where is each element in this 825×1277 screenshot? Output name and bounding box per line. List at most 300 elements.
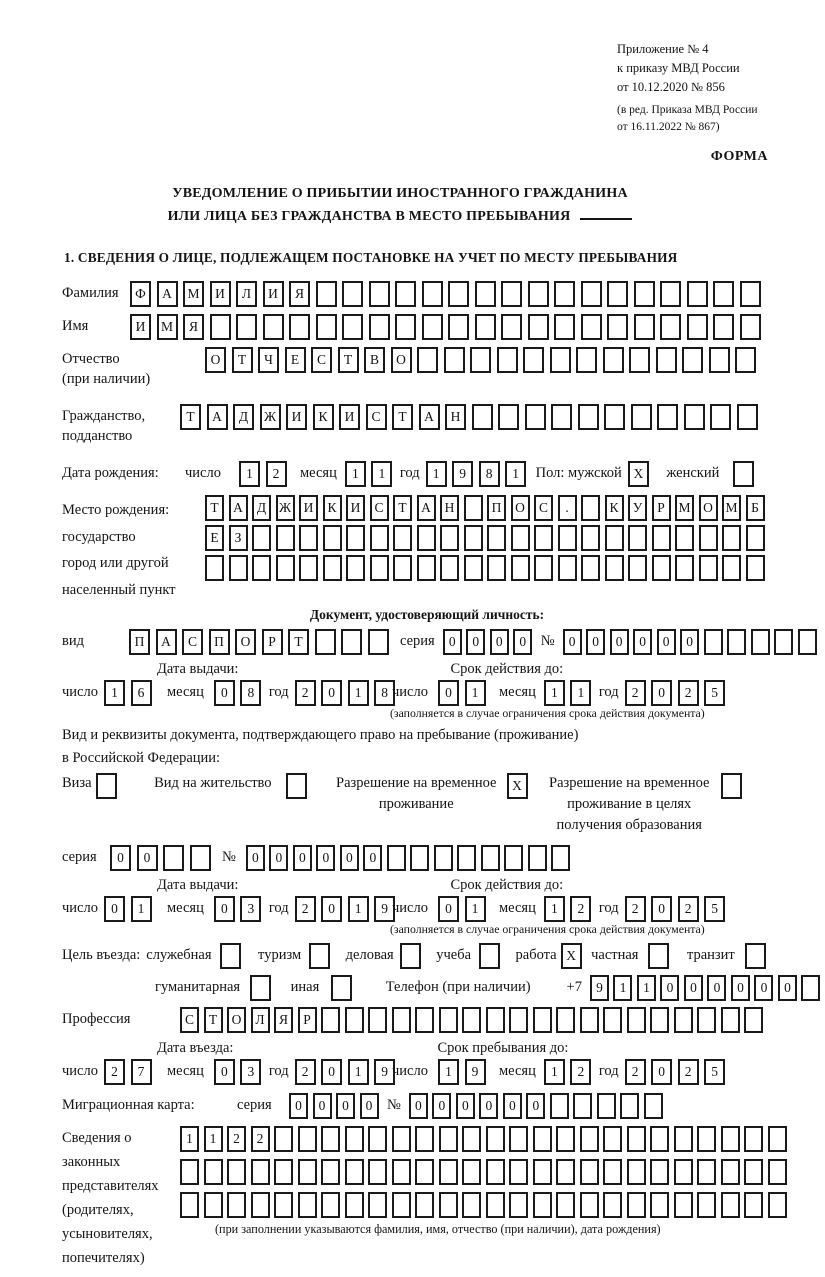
char-cell[interactable] [346, 525, 365, 551]
char-cell[interactable] [573, 1093, 592, 1119]
char-cell[interactable] [709, 347, 730, 373]
char-cell[interactable] [227, 1159, 246, 1185]
char-cell[interactable]: 0 [651, 896, 672, 922]
char-cell[interactable]: 9 [374, 1059, 395, 1085]
char-cell[interactable] [721, 1126, 740, 1152]
char-cell[interactable] [309, 943, 330, 969]
char-cell[interactable] [434, 845, 453, 871]
char-cell[interactable] [554, 314, 575, 340]
char-cell[interactable]: 0 [438, 896, 459, 922]
char-cell[interactable]: Р [652, 495, 671, 521]
char-cell[interactable] [710, 404, 731, 430]
char-cell[interactable] [464, 525, 483, 551]
char-cell[interactable]: X [507, 773, 528, 799]
char-cell[interactable] [656, 347, 677, 373]
char-cell[interactable] [487, 555, 506, 581]
char-cell[interactable] [528, 845, 547, 871]
char-cell[interactable] [603, 347, 624, 373]
char-cell[interactable]: С [182, 629, 203, 655]
char-cell[interactable]: И [286, 404, 307, 430]
char-cell[interactable]: 0 [340, 845, 359, 871]
char-cell[interactable] [644, 1093, 663, 1119]
char-cell[interactable]: П [129, 629, 150, 655]
char-cell[interactable] [509, 1192, 528, 1218]
char-cell[interactable]: 0 [684, 975, 703, 1001]
char-cell[interactable]: 5 [704, 896, 725, 922]
char-cell[interactable] [550, 347, 571, 373]
char-cell[interactable] [395, 314, 416, 340]
char-cell[interactable]: 2 [251, 1126, 270, 1152]
char-cell[interactable] [331, 975, 352, 1001]
char-cell[interactable] [501, 281, 522, 307]
char-cell[interactable] [387, 845, 406, 871]
char-cell[interactable] [675, 555, 694, 581]
char-cell[interactable]: 2 [227, 1126, 246, 1152]
char-cell[interactable] [274, 1192, 293, 1218]
char-cell[interactable] [444, 347, 465, 373]
char-cell[interactable] [415, 1007, 434, 1033]
char-cell[interactable] [697, 1126, 716, 1152]
char-cell[interactable] [581, 495, 600, 521]
char-cell[interactable] [558, 555, 577, 581]
char-cell[interactable]: 2 [570, 896, 591, 922]
char-cell[interactable] [684, 404, 705, 430]
char-cell[interactable] [650, 1192, 669, 1218]
char-cell[interactable] [345, 1007, 364, 1033]
char-cell[interactable]: 8 [374, 680, 395, 706]
char-cell[interactable] [415, 1126, 434, 1152]
char-cell[interactable]: 0 [104, 896, 125, 922]
char-cell[interactable]: 0 [432, 1093, 451, 1119]
char-cell[interactable]: 0 [313, 1093, 332, 1119]
char-cell[interactable] [674, 1126, 693, 1152]
char-cell[interactable]: 9 [374, 896, 395, 922]
char-cell[interactable]: 2 [295, 896, 316, 922]
char-cell[interactable] [607, 281, 628, 307]
char-cell[interactable]: 0 [363, 845, 382, 871]
char-cell[interactable] [604, 404, 625, 430]
char-cell[interactable]: 2 [570, 1059, 591, 1085]
char-cell[interactable] [370, 555, 389, 581]
char-cell[interactable]: И [299, 495, 318, 521]
char-cell[interactable]: 0 [731, 975, 750, 1001]
char-cell[interactable]: 0 [336, 1093, 355, 1119]
char-cell[interactable]: О [391, 347, 412, 373]
char-cell[interactable] [227, 1192, 246, 1218]
purpose-gumanitarnaya-checkbox[interactable] [250, 975, 277, 1001]
char-cell[interactable]: И [346, 495, 365, 521]
char-cell[interactable]: 5 [704, 680, 725, 706]
char-cell[interactable] [554, 281, 575, 307]
char-cell[interactable] [342, 281, 363, 307]
char-cell[interactable] [464, 495, 483, 521]
char-cell[interactable] [369, 314, 390, 340]
char-cell[interactable] [634, 281, 655, 307]
char-cell[interactable]: М [183, 281, 204, 307]
char-cell[interactable] [475, 314, 496, 340]
char-cell[interactable]: 9 [452, 461, 473, 487]
char-cell[interactable]: М [157, 314, 178, 340]
char-cell[interactable] [369, 281, 390, 307]
char-cell[interactable]: 0 [513, 629, 532, 655]
char-cell[interactable] [509, 1007, 528, 1033]
char-cell[interactable] [550, 1093, 569, 1119]
char-cell[interactable]: М [722, 495, 741, 521]
char-cell[interactable] [252, 525, 271, 551]
char-cell[interactable]: Т [232, 347, 253, 373]
char-cell[interactable]: 0 [586, 629, 605, 655]
char-cell[interactable] [417, 555, 436, 581]
char-cell[interactable] [744, 1126, 763, 1152]
char-cell[interactable] [581, 314, 602, 340]
char-cell[interactable] [744, 1192, 763, 1218]
char-cell[interactable] [345, 1159, 364, 1185]
char-cell[interactable]: Т [338, 347, 359, 373]
char-cell[interactable]: 1 [180, 1126, 199, 1152]
purpose-rabota-checkbox[interactable] [561, 943, 588, 969]
char-cell[interactable]: 0 [137, 845, 158, 871]
char-cell[interactable] [298, 1126, 317, 1152]
char-cell[interactable] [605, 525, 624, 551]
char-cell[interactable] [534, 525, 553, 551]
char-cell[interactable]: 1 [544, 680, 565, 706]
char-cell[interactable] [298, 1159, 317, 1185]
char-cell[interactable]: 6 [131, 680, 152, 706]
char-cell[interactable] [580, 1126, 599, 1152]
char-cell[interactable] [392, 1007, 411, 1033]
char-cell[interactable] [475, 281, 496, 307]
char-cell[interactable] [740, 314, 761, 340]
char-cell[interactable] [439, 1126, 458, 1152]
char-cell[interactable] [205, 555, 224, 581]
char-cell[interactable]: 0 [214, 680, 235, 706]
char-cell[interactable] [96, 773, 117, 799]
char-cell[interactable]: 0 [246, 845, 265, 871]
char-cell[interactable]: 0 [438, 680, 459, 706]
char-cell[interactable] [597, 1093, 616, 1119]
char-cell[interactable] [392, 1159, 411, 1185]
purpose-delovaya-checkbox[interactable] [400, 943, 427, 969]
char-cell[interactable]: 0 [321, 680, 342, 706]
char-cell[interactable] [190, 845, 211, 871]
char-cell[interactable] [631, 404, 652, 430]
char-cell[interactable] [713, 281, 734, 307]
char-cell[interactable] [511, 525, 530, 551]
char-cell[interactable] [422, 281, 443, 307]
char-cell[interactable] [801, 975, 820, 1001]
char-cell[interactable]: Т [180, 404, 201, 430]
char-cell[interactable]: 2 [266, 461, 287, 487]
char-cell[interactable]: К [313, 404, 334, 430]
char-cell[interactable]: Т [204, 1007, 223, 1033]
char-cell[interactable]: X [628, 461, 649, 487]
char-cell[interactable] [603, 1007, 622, 1033]
char-cell[interactable] [439, 1159, 458, 1185]
char-cell[interactable]: 0 [110, 845, 131, 871]
char-cell[interactable] [316, 281, 337, 307]
char-cell[interactable]: 1 [544, 896, 565, 922]
char-cell[interactable] [687, 314, 708, 340]
char-cell[interactable]: 0 [633, 629, 652, 655]
char-cell[interactable]: 0 [503, 1093, 522, 1119]
char-cell[interactable]: Т [288, 629, 309, 655]
char-cell[interactable]: 0 [651, 680, 672, 706]
char-cell[interactable]: Л [236, 281, 257, 307]
char-cell[interactable]: Я [274, 1007, 293, 1033]
char-cell[interactable]: В [364, 347, 385, 373]
char-cell[interactable] [628, 555, 647, 581]
char-cell[interactable] [751, 629, 770, 655]
char-cell[interactable] [472, 404, 493, 430]
char-cell[interactable]: И [130, 314, 151, 340]
char-cell[interactable]: 1 [204, 1126, 223, 1152]
char-cell[interactable] [345, 1192, 364, 1218]
char-cell[interactable] [236, 314, 257, 340]
char-cell[interactable] [299, 555, 318, 581]
char-cell[interactable]: 1 [613, 975, 632, 1001]
char-cell[interactable] [323, 555, 342, 581]
visa-checkbox[interactable] [96, 773, 123, 799]
purpose-tranzit-checkbox[interactable] [745, 943, 772, 969]
char-cell[interactable]: Б [746, 495, 765, 521]
char-cell[interactable] [504, 845, 523, 871]
char-cell[interactable]: С [180, 1007, 199, 1033]
char-cell[interactable] [648, 943, 669, 969]
char-cell[interactable] [511, 555, 530, 581]
char-cell[interactable] [768, 1126, 787, 1152]
char-cell[interactable]: Е [205, 525, 224, 551]
char-cell[interactable] [605, 555, 624, 581]
char-cell[interactable] [417, 525, 436, 551]
char-cell[interactable] [674, 1007, 693, 1033]
char-cell[interactable] [660, 281, 681, 307]
char-cell[interactable] [581, 555, 600, 581]
char-cell[interactable]: 2 [625, 680, 646, 706]
char-cell[interactable] [704, 629, 723, 655]
char-cell[interactable]: 2 [625, 1059, 646, 1085]
rvp-edu-checkbox[interactable] [721, 773, 748, 799]
char-cell[interactable]: 2 [295, 1059, 316, 1085]
char-cell[interactable] [486, 1159, 505, 1185]
char-cell[interactable] [321, 1159, 340, 1185]
char-cell[interactable]: 1 [544, 1059, 565, 1085]
char-cell[interactable] [393, 555, 412, 581]
char-cell[interactable] [410, 845, 429, 871]
char-cell[interactable] [440, 525, 459, 551]
char-cell[interactable] [400, 943, 421, 969]
char-cell[interactable]: М [675, 495, 694, 521]
char-cell[interactable] [462, 1126, 481, 1152]
char-cell[interactable]: Ф [130, 281, 151, 307]
char-cell[interactable] [439, 1192, 458, 1218]
char-cell[interactable]: 9 [465, 1059, 486, 1085]
char-cell[interactable]: 1 [438, 1059, 459, 1085]
char-cell[interactable] [627, 1192, 646, 1218]
char-cell[interactable]: 0 [321, 1059, 342, 1085]
char-cell[interactable] [551, 404, 572, 430]
char-cell[interactable] [315, 629, 336, 655]
char-cell[interactable] [252, 555, 271, 581]
char-cell[interactable] [462, 1007, 481, 1033]
char-cell[interactable]: 9 [590, 975, 609, 1001]
char-cell[interactable]: 1 [348, 1059, 369, 1085]
char-cell[interactable]: 1 [505, 461, 526, 487]
char-cell[interactable] [481, 845, 500, 871]
char-cell[interactable] [415, 1192, 434, 1218]
char-cell[interactable] [660, 314, 681, 340]
char-cell[interactable] [652, 555, 671, 581]
char-cell[interactable] [509, 1159, 528, 1185]
char-cell[interactable]: С [311, 347, 332, 373]
char-cell[interactable]: 0 [289, 1093, 308, 1119]
char-cell[interactable]: А [157, 281, 178, 307]
char-cell[interactable]: 2 [295, 680, 316, 706]
char-cell[interactable] [368, 629, 389, 655]
char-cell[interactable] [464, 555, 483, 581]
char-cell[interactable] [415, 1159, 434, 1185]
char-cell[interactable] [627, 1159, 646, 1185]
char-cell[interactable]: О [511, 495, 530, 521]
char-cell[interactable] [556, 1126, 575, 1152]
char-cell[interactable] [395, 281, 416, 307]
char-cell[interactable]: Н [445, 404, 466, 430]
char-cell[interactable] [697, 1159, 716, 1185]
char-cell[interactable] [682, 347, 703, 373]
char-cell[interactable]: 1 [239, 461, 260, 487]
char-cell[interactable]: Д [252, 495, 271, 521]
char-cell[interactable] [393, 525, 412, 551]
char-cell[interactable] [603, 1192, 622, 1218]
char-cell[interactable]: . [558, 495, 577, 521]
char-cell[interactable]: 0 [651, 1059, 672, 1085]
char-cell[interactable]: Я [183, 314, 204, 340]
purpose-inaya-checkbox[interactable] [331, 975, 358, 1001]
char-cell[interactable]: Т [393, 495, 412, 521]
char-cell[interactable]: О [699, 495, 718, 521]
char-cell[interactable] [486, 1007, 505, 1033]
char-cell[interactable]: 2 [678, 1059, 699, 1085]
char-cell[interactable] [204, 1192, 223, 1218]
char-cell[interactable] [289, 314, 310, 340]
char-cell[interactable]: 5 [704, 1059, 725, 1085]
char-cell[interactable] [558, 525, 577, 551]
char-cell[interactable]: 8 [479, 461, 500, 487]
char-cell[interactable] [768, 1159, 787, 1185]
char-cell[interactable] [346, 555, 365, 581]
char-cell[interactable]: И [210, 281, 231, 307]
char-cell[interactable]: 0 [680, 629, 699, 655]
char-cell[interactable]: Д [233, 404, 254, 430]
char-cell[interactable]: 0 [214, 896, 235, 922]
char-cell[interactable]: 0 [707, 975, 726, 1001]
char-cell[interactable] [498, 404, 519, 430]
char-cell[interactable] [497, 347, 518, 373]
char-cell[interactable] [250, 975, 271, 1001]
char-cell[interactable] [323, 525, 342, 551]
char-cell[interactable] [525, 404, 546, 430]
char-cell[interactable] [798, 629, 817, 655]
char-cell[interactable] [576, 347, 597, 373]
char-cell[interactable]: 0 [443, 629, 462, 655]
char-cell[interactable]: 1 [637, 975, 656, 1001]
char-cell[interactable]: Т [392, 404, 413, 430]
char-cell[interactable]: У [628, 495, 647, 521]
char-cell[interactable] [368, 1007, 387, 1033]
char-cell[interactable]: Я [289, 281, 310, 307]
char-cell[interactable]: Л [251, 1007, 270, 1033]
char-cell[interactable] [699, 525, 718, 551]
phone-cells[interactable] [590, 975, 825, 1001]
char-cell[interactable] [533, 1192, 552, 1218]
char-cell[interactable] [628, 525, 647, 551]
char-cell[interactable]: А [207, 404, 228, 430]
char-cell[interactable] [744, 1007, 763, 1033]
char-cell[interactable] [580, 1192, 599, 1218]
char-cell[interactable] [733, 461, 754, 487]
char-cell[interactable] [697, 1007, 716, 1033]
char-cell[interactable] [556, 1192, 575, 1218]
char-cell[interactable]: Е [285, 347, 306, 373]
char-cell[interactable] [210, 314, 231, 340]
char-cell[interactable]: 1 [426, 461, 447, 487]
char-cell[interactable]: X [561, 943, 582, 969]
char-cell[interactable]: 2 [104, 1059, 125, 1085]
char-cell[interactable] [342, 314, 363, 340]
char-cell[interactable]: 1 [348, 680, 369, 706]
char-cell[interactable] [580, 1159, 599, 1185]
char-cell[interactable]: 0 [269, 845, 288, 871]
char-cell[interactable] [533, 1126, 552, 1152]
char-cell[interactable] [457, 845, 476, 871]
purpose-ucheba-checkbox[interactable] [479, 943, 506, 969]
char-cell[interactable]: 1 [465, 896, 486, 922]
char-cell[interactable]: Ж [276, 495, 295, 521]
char-cell[interactable] [370, 525, 389, 551]
char-cell[interactable] [774, 629, 793, 655]
char-cell[interactable] [479, 943, 500, 969]
char-cell[interactable]: Ч [258, 347, 279, 373]
char-cell[interactable] [744, 1159, 763, 1185]
char-cell[interactable]: 2 [625, 896, 646, 922]
char-cell[interactable] [251, 1192, 270, 1218]
char-cell[interactable]: О [227, 1007, 246, 1033]
char-cell[interactable] [768, 1192, 787, 1218]
char-cell[interactable] [345, 1126, 364, 1152]
char-cell[interactable] [299, 525, 318, 551]
char-cell[interactable] [650, 1007, 669, 1033]
char-cell[interactable] [276, 555, 295, 581]
char-cell[interactable] [721, 1007, 740, 1033]
char-cell[interactable]: 0 [321, 896, 342, 922]
purpose-chastnaya-checkbox[interactable] [648, 943, 675, 969]
char-cell[interactable] [321, 1192, 340, 1218]
char-cell[interactable]: 0 [660, 975, 679, 1001]
char-cell[interactable]: 0 [778, 975, 797, 1001]
char-cell[interactable] [627, 1126, 646, 1152]
char-cell[interactable] [674, 1159, 693, 1185]
char-cell[interactable]: З [229, 525, 248, 551]
char-cell[interactable] [746, 525, 765, 551]
char-cell[interactable] [439, 1007, 458, 1033]
char-cell[interactable] [603, 1159, 622, 1185]
char-cell[interactable]: 0 [214, 1059, 235, 1085]
char-cell[interactable] [448, 281, 469, 307]
char-cell[interactable] [470, 347, 491, 373]
char-cell[interactable] [687, 281, 708, 307]
char-cell[interactable] [440, 555, 459, 581]
char-cell[interactable] [735, 347, 756, 373]
rvp-checkbox[interactable] [507, 773, 534, 799]
